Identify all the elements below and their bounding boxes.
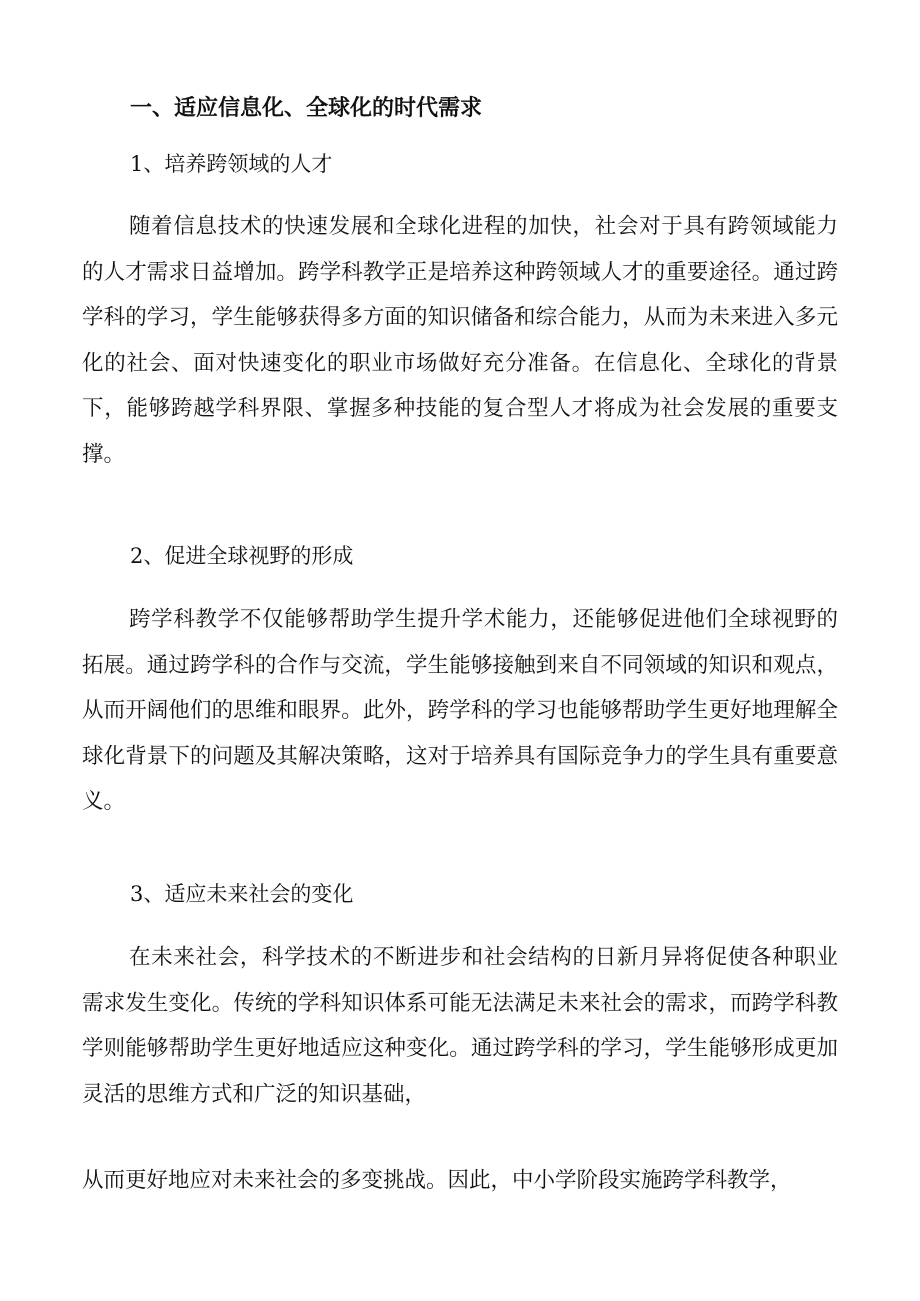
subsection-title-3: 3、适应未来社会的变化	[130, 882, 354, 906]
paragraph-3: 在未来社会，科学技术的不断进步和社会结构的日新月异将促使各种职业需求发生变化。传统的学科知识体系可能无法满足未来社会的需求，而跨学科教学则能够帮助学生更好地适应这种变化。通过跨学科的学习，学生能够形成更加灵活的思维方式和广泛的知识基础，	[82, 945, 838, 1107]
subsection-title-1: 1、培养跨领域的人才	[130, 152, 333, 176]
paragraph-continuation: 从而更好地应对未来社会的多变挑战。因此，中小学阶段实施跨学科教学，	[82, 1168, 792, 1193]
paragraph-1: 随着信息技术的快速发展和全球化进程的加快，社会对于具有跨领域能力的人才需求日益增加。跨学科教学正是培养这种跨领域人才的重要途径。通过跨学科的学习，学生能够获得多方面的知识储备和综合能力，从而为未来进入多元化的社会、面对快速变化的职业市场做好充分准备。在信息化、全球化的背景下，能够跨越学科界限、掌握多种技能的复合型人才将成为社会发展的重要支撑。	[82, 214, 838, 467]
paragraph-2: 跨学科教学不仅能够帮助学生提升学术能力，还能够促进他们全球视野的拓展。通过跨学科的合作与交流，学生能够接触到来自不同领域的知识和观点，从而开阔他们的思维和眼界。此外，跨学科的学习也能够帮助学生更好地理解全球化背景下的问题及其解决策略，这对于培养具有国际竞争力的学生具有重要意义。	[82, 607, 838, 815]
subsection-title-2: 2、促进全球视野的形成	[130, 544, 354, 568]
section-heading: 一、适应信息化、全球化的时代需求	[130, 95, 483, 121]
